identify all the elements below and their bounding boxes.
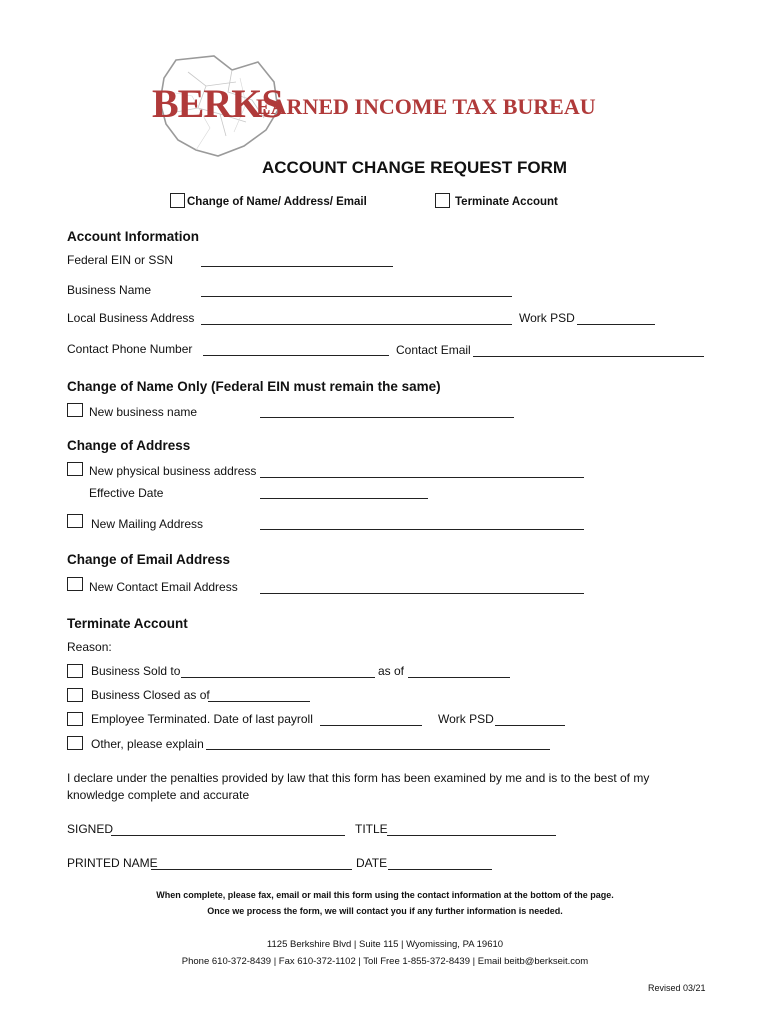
other-reason-label: Other, please explain — [91, 737, 204, 751]
ein-label: Federal EIN or SSN — [67, 253, 174, 267]
employee-terminated-checkbox[interactable] — [67, 712, 83, 726]
business-closed-label: Business Closed as of — [91, 688, 210, 702]
new-business-name-label: New business name — [89, 405, 198, 419]
business-sold-to-field[interactable] — [181, 677, 375, 678]
new-mailing-address-label: New Mailing Address — [91, 517, 204, 531]
new-physical-address-checkbox[interactable] — [67, 462, 83, 476]
new-physical-address-field[interactable] — [260, 477, 584, 478]
declaration-line-2: knowledge complete and accurate — [67, 788, 250, 802]
new-contact-email-label: New Contact Email Address — [89, 580, 238, 594]
business-sold-label: Business Sold to — [91, 664, 181, 678]
change-address-heading: Change of Address — [67, 438, 191, 453]
title-label: TITLE — [355, 822, 388, 836]
change-name-address-email-checkbox[interactable] — [170, 193, 185, 208]
terminate-account-checkbox[interactable] — [435, 193, 450, 208]
contact-email-field[interactable] — [473, 356, 704, 357]
declaration-line-1: I declare under the penalties provided by law that this form has been examined by me and is to the best of my — [67, 771, 650, 785]
work-psd-label: Work PSD — [519, 311, 575, 325]
footer-contact: Phone 610-372-8439 | Fax 610-372-1102 | Toll Free 1-855-372-8439 | Email beitb@berkseit.com — [181, 956, 589, 967]
other-reason-field[interactable] — [206, 749, 550, 750]
new-mailing-address-field[interactable] — [260, 529, 584, 530]
business-closed-checkbox[interactable] — [67, 688, 83, 702]
new-business-name-checkbox[interactable] — [67, 403, 83, 417]
terminate-work-psd-field[interactable] — [495, 725, 565, 726]
footer-address: 1125 Berkshire Blvd | Suite 115 | Wyomissing, PA 19610 — [266, 939, 504, 950]
local-address-label: Local Business Address — [67, 311, 195, 325]
new-mailing-address-checkbox[interactable] — [67, 514, 83, 528]
contact-phone-label: Contact Phone Number — [67, 342, 193, 356]
new-business-name-field[interactable] — [260, 417, 514, 418]
change-name-address-email-label: Change of Name/ Address/ Email — [187, 196, 367, 208]
new-physical-address-label: New physical business address — [89, 464, 257, 478]
printed-name-field[interactable] — [151, 869, 352, 870]
account-information-heading: Account Information — [67, 229, 199, 244]
form-title: ACCOUNT CHANGE REQUEST FORM — [262, 158, 568, 177]
contact-phone-field[interactable] — [203, 355, 389, 356]
signature-field[interactable] — [111, 835, 345, 836]
terminate-account-heading: Terminate Account — [67, 616, 188, 631]
date-label: DATE — [356, 856, 388, 870]
reason-label: Reason: — [67, 640, 112, 654]
last-payroll-date-field[interactable] — [320, 725, 422, 726]
business-sold-checkbox[interactable] — [67, 664, 83, 678]
footer-note-1: When complete, please fax, email or mail this form using the contact information at the bottom of the page. — [156, 890, 614, 900]
business-name-label: Business Name — [67, 283, 152, 297]
effective-date-field[interactable] — [260, 498, 428, 499]
other-reason-checkbox[interactable] — [67, 736, 83, 750]
effective-date-label: Effective Date — [89, 486, 164, 500]
footer-note-2: Once we process the form, we will contact you if any further information is needed. — [207, 906, 563, 916]
business-name-field[interactable] — [201, 296, 512, 297]
work-psd-field[interactable] — [577, 324, 655, 325]
logo-wordmark: BERKS — [152, 81, 283, 126]
title-field[interactable] — [387, 835, 556, 836]
bureau-name: EARNED INCOME TAX BUREAU — [256, 94, 596, 119]
local-address-field[interactable] — [201, 324, 512, 325]
date-field[interactable] — [388, 869, 492, 870]
change-email-heading: Change of Email Address — [67, 552, 231, 567]
terminate-account-label: Terminate Account — [455, 196, 558, 208]
employee-terminated-label: Employee Terminated. Date of last payroll — [91, 712, 313, 726]
printed-name-label: PRINTED NAME — [67, 856, 158, 870]
terminate-work-psd-label: Work PSD — [438, 712, 494, 726]
ein-field[interactable] — [201, 266, 393, 267]
as-of-label: as of — [378, 664, 405, 678]
signed-label: SIGNED — [67, 822, 114, 836]
new-contact-email-checkbox[interactable] — [67, 577, 83, 591]
business-closed-date-field[interactable] — [208, 701, 310, 702]
sold-as-of-field[interactable] — [408, 677, 510, 678]
change-name-heading: Change of Name Only (Federal EIN must remain the same) — [67, 379, 441, 394]
contact-email-label: Contact Email — [396, 343, 471, 357]
new-contact-email-field[interactable] — [260, 593, 584, 594]
revised-date: Revised 03/21 — [648, 983, 706, 993]
